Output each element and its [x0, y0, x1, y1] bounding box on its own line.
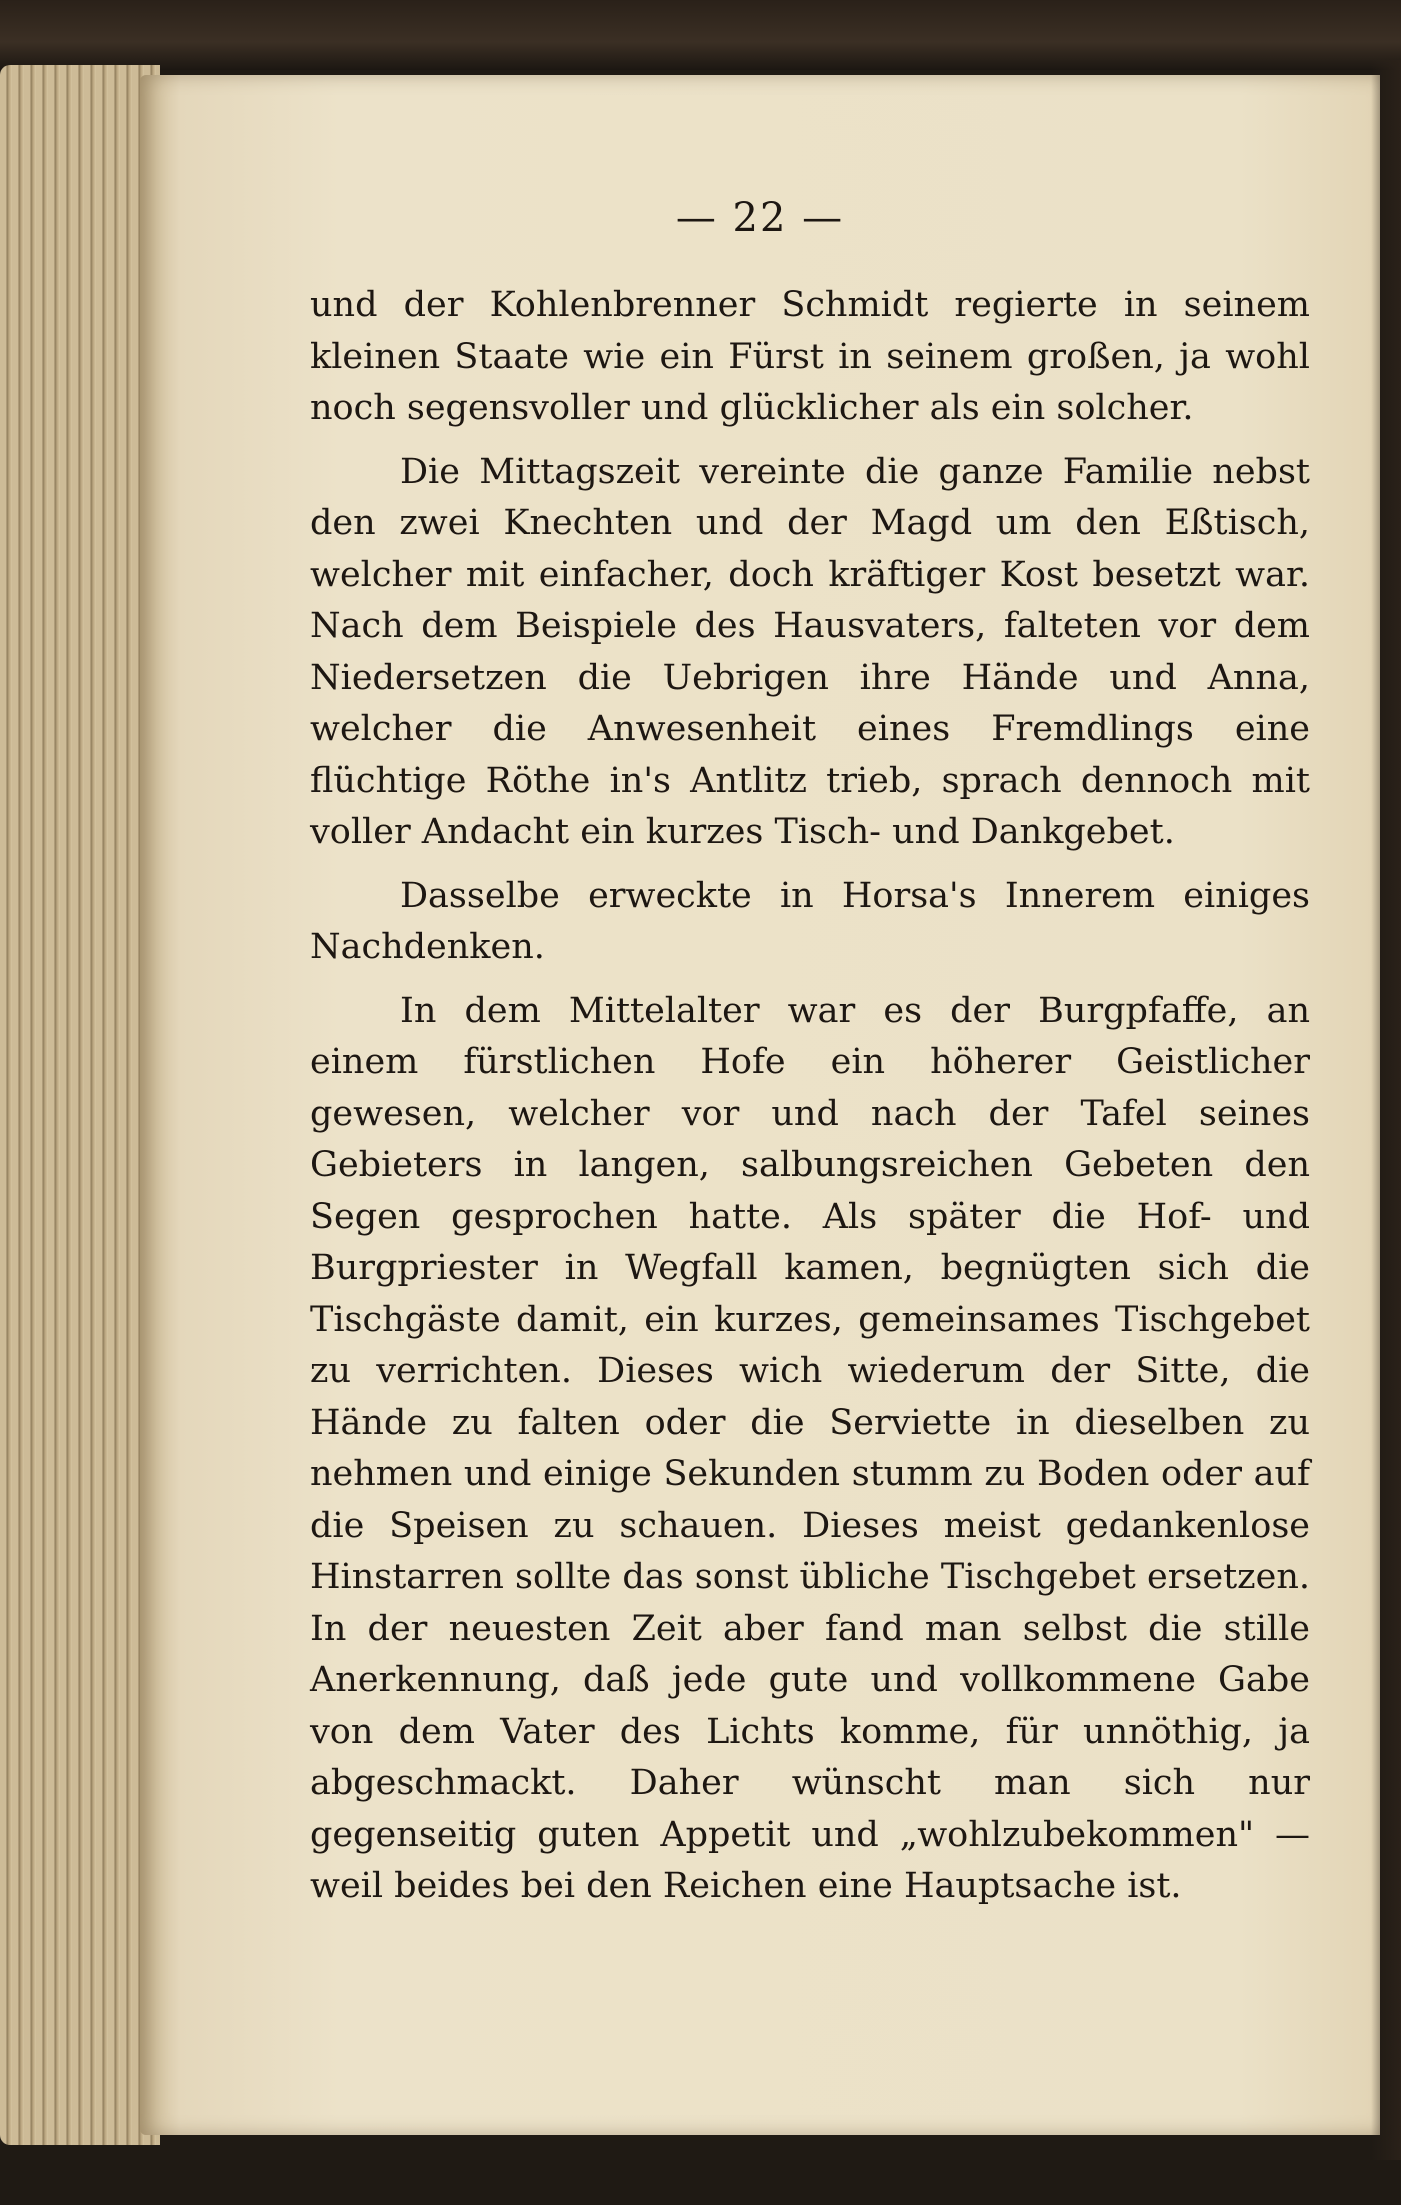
page-shadow: [1371, 60, 1401, 2160]
page-stack-edges: [0, 65, 160, 2145]
paragraph: und der Kohlenbrenner Schmidt regierte in seinem kleinen Staate wie ein Fürst in seinem großen, ja wohl noch segensvoller und glücklicher als ein solcher.: [310, 285, 1310, 428]
paragraph: Die Mittagszeit vereinte die ganze Familie nebst den zwei Knechten und der Magd um den Eßtisch, welcher mit einfacher, doch kräftiger Kost besetzt war. Nach dem Beispiele des Hausvaters, falteten vor dem Niedersetzen die Uebrigen ihre Hände und Anna, welcher die Anwesenheit eines Fremdlings eine flüchtige Röthe in's Antlitz trieb, sprach dennoch mit voller Andacht ein kurzes Tisch- und Dankgebet.: [310, 451, 1310, 852]
paragraph: In dem Mittelalter war es der Burgpfaffe, an einem fürstlichen Hofe ein höherer Geistlicher gewesen, welcher vor und nach der Tafel seines Gebieters in langen, salbungsreichen Gebeten den Segen gesprochen hatte. Als später die Hof- und Burgpriester in Wegfall kamen, begnügten sich die Tischgäste damit, ein kurzes, gemeinsames Tischgebet zu verrichten. Dieses wich wiederum der Sitte, die Hände zu falten oder die Serviette in dieselben zu nehmen und einige Sekunden stumm zu Boden oder auf die Speisen zu schauen. Dieses meist gedankenlose Hinstarren sollte das sonst übliche Tischgebet ersetzen. In der neuesten Zeit aber fand man selbst die stille Anerkennung, daß jede gute und vollkommene Gabe von dem Vater des Lichts komme, für unnöthig, ja abgeschmackt. Daher wünscht man sich nur gegenseitig guten Appetit und „wohlzubekommen" — weil beides bei den Reichen eine Hauptsache ist.: [310, 990, 1310, 1906]
paragraph: Dasselbe erweckte in Horsa's Innerem einiges Nachdenken.: [310, 875, 1310, 967]
page-body: [310, 280, 1310, 1925]
book-cover-edge: [0, 0, 1401, 70]
page-number: — 22 —: [675, 195, 845, 241]
